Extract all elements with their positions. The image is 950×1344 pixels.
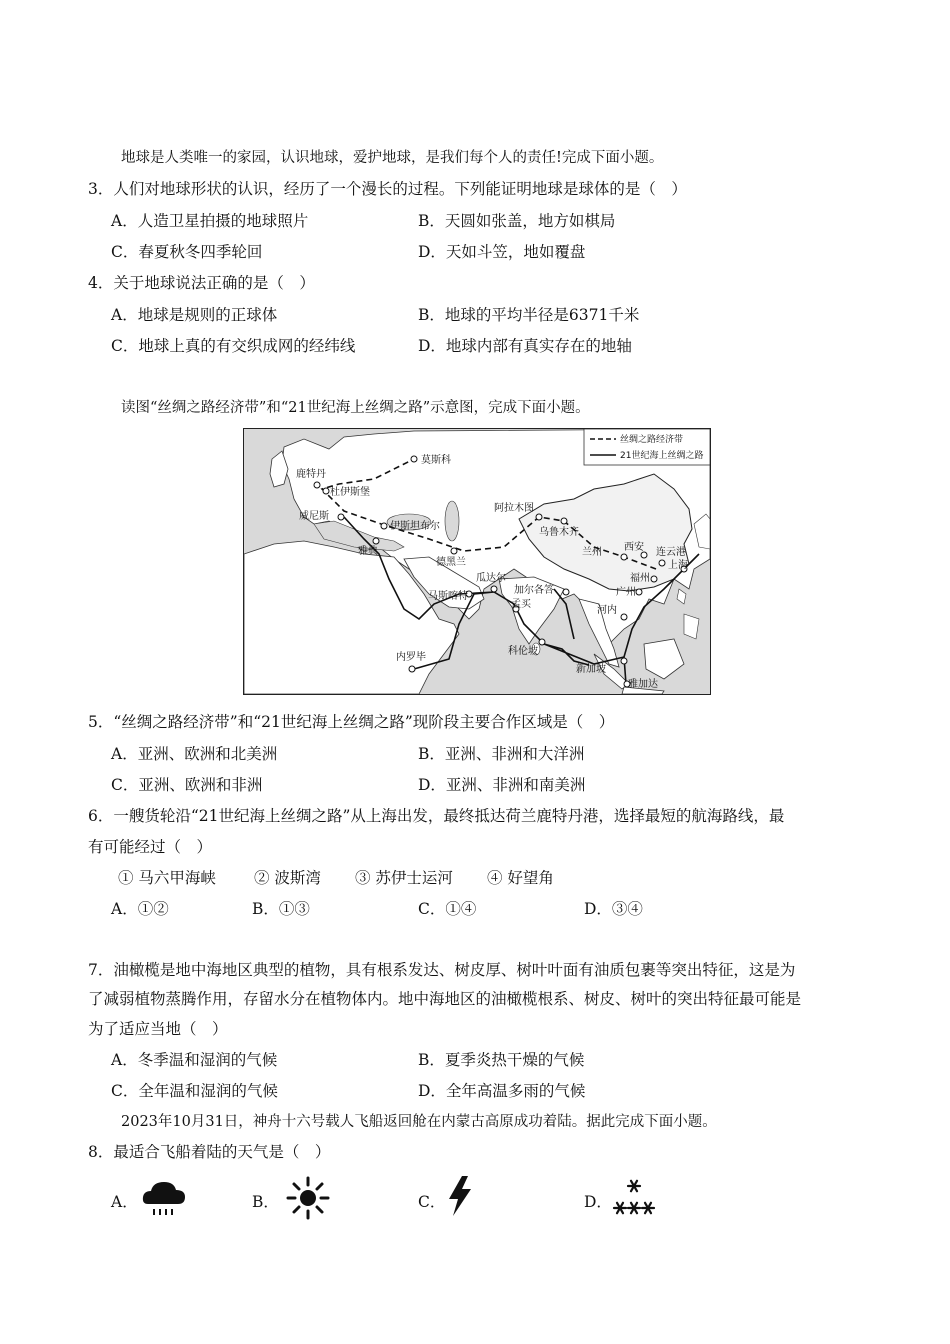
city-moscow: 莫斯科 bbox=[421, 455, 451, 466]
city-fuzhou: 福州 bbox=[630, 573, 650, 584]
intro-text-shenzhou: 2023年10月31日，神舟十六号载人飞船返回舱在内蒙古高原成功着陆。据此完成下面小题。 bbox=[121, 1114, 717, 1130]
city-duisburg: 杜伊斯堡 bbox=[330, 487, 370, 498]
question-4-stem: 4．关于地球说法正确的是（ ） bbox=[88, 274, 315, 292]
city-xian: 西安 bbox=[624, 542, 644, 553]
q4-option-d: D．地球内部有真实存在的地轴 bbox=[418, 337, 632, 355]
legend-land-route: 丝绸之路经济带 bbox=[620, 435, 684, 445]
q6-option-c: C．①④ bbox=[418, 900, 477, 918]
q5-option-d: D．亚洲、非洲和南美洲 bbox=[418, 776, 586, 794]
city-kolkata: 加尔各答 bbox=[514, 585, 554, 596]
q5-option-b: B．亚洲、非洲和大洋洲 bbox=[418, 745, 585, 763]
legend-sea-route: 21世纪海上丝绸之路 bbox=[620, 451, 704, 461]
city-hanoi: 河内 bbox=[597, 605, 617, 616]
question-7-stem-line1: 7．油橄榄是地中海地区典型的植物，具有根系发达、树皮厚、树叶叶面有油质包裹等突出特征，这是为 bbox=[88, 961, 796, 979]
city-almaty: 阿拉木图 bbox=[494, 503, 534, 514]
city-lanzhou: 兰州 bbox=[582, 547, 602, 558]
city-venice: 威尼斯 bbox=[299, 511, 329, 522]
question-3-stem: 3．人们对地球形状的认识，经历了一个漫长的过程。下列能证明地球是球体的是（ ） bbox=[88, 180, 687, 198]
city-mumbai: 孟买 bbox=[511, 599, 531, 610]
snow-icon bbox=[610, 1176, 658, 1220]
question-6-stem-line2: 有可能经过（ ） bbox=[88, 838, 213, 856]
city-jakarta: 雅加达 bbox=[628, 679, 658, 690]
intro-text-silk-road: 读图“丝绸之路经济带”和“21世纪海上丝绸之路”示意图，完成下面小题。 bbox=[121, 400, 590, 416]
rain-icon bbox=[140, 1178, 188, 1222]
q4-option-c: C．地球上真的有交织成网的经纬线 bbox=[111, 337, 356, 355]
q6-item-4: ④ 好望角 bbox=[487, 869, 554, 887]
city-rotterdam: 鹿特丹 bbox=[296, 469, 326, 480]
q6-item-3: ③ 苏伊士运河 bbox=[355, 869, 453, 887]
q7-option-b: B．夏季炎热干燥的气候 bbox=[418, 1051, 585, 1069]
lightning-icon bbox=[444, 1174, 476, 1218]
q3-option-c: C．春夏秋冬四季轮回 bbox=[111, 243, 263, 261]
question-8-stem: 8．最适合飞船着陆的天气是（ ） bbox=[88, 1143, 331, 1161]
q8-option-b: B． bbox=[252, 1193, 279, 1211]
question-7-stem-line2: 了减弱植物蒸腾作用，存留水分在植物体内。地中海地区的油橄榄根系、树皮、树叶的突出特征最可能是 bbox=[88, 990, 802, 1008]
q6-option-a: A．①② bbox=[111, 900, 169, 918]
q4-option-b: B．地球的平均半径是6371千米 bbox=[418, 306, 640, 324]
q7-option-d: D．全年高温多雨的气候 bbox=[418, 1082, 586, 1100]
q8-option-c: C． bbox=[418, 1193, 446, 1211]
question-5-stem: 5．“丝绸之路经济带”和“21世纪海上丝绸之路”现阶段主要合作区域是（ ） bbox=[88, 713, 615, 731]
city-nairobi: 内罗毕 bbox=[396, 652, 426, 663]
city-shanghai: 上海 bbox=[668, 560, 688, 571]
city-lianyungang: 连云港 bbox=[656, 547, 686, 558]
city-colombo: 科伦坡 bbox=[508, 646, 538, 657]
city-guangzhou: 广州 bbox=[616, 587, 636, 598]
q4-option-a: A．地球是规则的正球体 bbox=[111, 306, 278, 324]
q6-option-b: B．①③ bbox=[252, 900, 310, 918]
q3-option-a: A．人造卫星拍摄的地球照片 bbox=[111, 212, 309, 230]
q7-option-a: A．冬季温和湿润的气候 bbox=[111, 1051, 278, 1069]
q3-option-b: B．天圆如张盖，地方如棋局 bbox=[418, 212, 616, 230]
sun-icon bbox=[284, 1174, 332, 1222]
city-muscat: 马斯喀特 bbox=[428, 591, 468, 602]
q3-option-d: D．天如斗笠，地如覆盘 bbox=[418, 243, 586, 261]
question-6-stem-line1: 6．一艘货轮沿“21世纪海上丝绸之路”从上海出发，最终抵达荷兰鹿特丹港，选择最短的航海路线，最 bbox=[88, 807, 785, 825]
city-gwadar: 瓜达尔 bbox=[476, 573, 506, 584]
q5-option-a: A．亚洲、欧洲和北美洲 bbox=[111, 745, 278, 763]
question-7-stem-line3: 为了适应当地（ ） bbox=[88, 1020, 228, 1038]
q6-option-d: D．③④ bbox=[584, 900, 643, 918]
q6-item-1: ① 马六甲海峡 bbox=[118, 869, 216, 887]
city-istanbul: 伊斯坦布尔 bbox=[390, 521, 440, 532]
city-athens: 雅典 bbox=[358, 546, 378, 557]
q5-option-c: C．亚洲、欧洲和非洲 bbox=[111, 776, 263, 794]
silk-road-map bbox=[243, 428, 711, 695]
q8-option-a: A． bbox=[111, 1193, 138, 1211]
q6-item-2: ② 波斯湾 bbox=[254, 869, 321, 887]
city-tehran: 德黑兰 bbox=[436, 557, 466, 568]
intro-text-earth: 地球是人类唯一的家园，认识地球，爱护地球，是我们每个人的责任!完成下面小题。 bbox=[121, 150, 664, 166]
q8-option-d: D． bbox=[584, 1193, 612, 1211]
city-singapore: 新加坡 bbox=[576, 664, 606, 675]
city-urumqi: 乌鲁木齐 bbox=[539, 527, 579, 538]
q7-option-c: C．全年温和湿润的气候 bbox=[111, 1082, 278, 1100]
